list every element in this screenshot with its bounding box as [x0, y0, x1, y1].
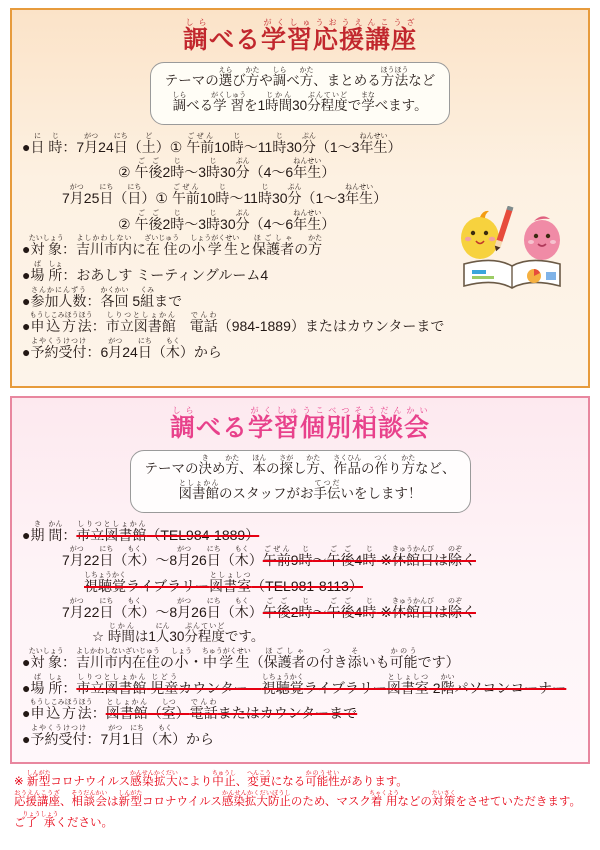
section2-lead-line1: テーマの決きめ方かた、本ほんの探さがし方かた、作品さくひんの作つくり方かたなど、	[144, 455, 456, 476]
section1-row-reservation: ●予約受付よやくうけつけ：6月がつ24日にち（木もく）から	[22, 337, 222, 360]
section2-row-period-2: 視聴覚しちょうかくライブラリー図書室としょしつ（TEL981-8113）	[84, 571, 363, 594]
section2-row-place: ●場ば 所しょ：市立図書館しりつとしょかん 児童じどうカウンター 視聴覚しちょうかくライブラリー図書室としょしつ 2階かいパソコンコーナー	[22, 673, 567, 696]
section2-lead-line2: 図書館としょかんのスタッフがお手伝てつだいをします！	[178, 480, 422, 502]
section1-row-datetime: ●日に 時じ：7月がつ24日にち（土ど）① 午前ごぜん10時じ～11時じ30分ぷん（1～3年生ねんせい）	[22, 132, 402, 155]
footer-note-line3: ご了承りょうしょうください。	[14, 811, 114, 829]
footer-note-line2: 応援講座おうえんこうざ、相談会そうだんかいは新型しんがたコロナウイルス感染拡大防止かんせんかくだいぼうしのため、マスク着用ちゃくようなどの対策たいさくをさせていただきます。	[14, 791, 582, 809]
section-individual-consult	[10, 396, 590, 764]
section2-lead	[130, 450, 471, 513]
section1-title: 調しらべる学習応援講座がくしゅうおうえんこうざ	[182, 18, 418, 54]
section2-row-apply: ●申込方法もうしこみほうほう：図書館としょかん（室しつ）電話でんわまたはカウンターまで	[22, 699, 358, 722]
section1-row-place: ●場ば 所しょ：おあしす ミーティングルーム4	[22, 260, 269, 283]
section1-row-datetime-3: 7月がつ25日にち（日にち）① 午前ごぜん10時じ～11時じ30分ぷん（1～3年生ねんせい）	[62, 183, 388, 206]
section1-row-datetime-2: ② 午後ごご2時じ～3時じ30分ぷん（4～6年生ねんせい）	[118, 158, 336, 181]
section2-title: 調しらべる学習個別相談会がくしゅうこべつそうだんかい	[169, 406, 431, 442]
section1-row-capacity: ●参加人数さんかにんずう：各回かくかい 5組くみまで	[22, 286, 183, 309]
section-support-course	[10, 8, 590, 388]
section1-lead-line2: 調しらべる学習がくしゅうを1時間じかん30分程度ぶんていどで学まなべます。	[172, 92, 428, 114]
section1-row-apply: ●申込方法もうしこみほうほう：市立図書館しりつとしょかん 電話でんわ（984-1889）またはカウンターまで	[22, 312, 445, 335]
section1-lead-line1: テーマの選えらび方かたや調しらべ方かた、まとめる方法ほうほうなど	[164, 67, 436, 88]
section2-row-reservation: ●予約受付よやくうけつけ：7月がつ1日にち（木もく）から	[22, 725, 215, 748]
children-reading-illustration	[446, 206, 576, 292]
section2-row-period-1: 7月がつ22日にち（木もく）～8月がつ26日にち（木もく）午前ごぜん9時じ～午後ごご4時じ ※休館日きゅうかんびは除のぞく	[62, 546, 476, 569]
section2-row-period-3: 7月がつ22日にち（木もく）～8月がつ26日にち（木もく）午後ごご2時じ～午後ごご4時じ ※休館日きゅうかんびは除のぞく	[62, 597, 476, 620]
section2-row-target: ●対象たいしょう：吉川市内在住よしかわしないざいじゅうの小しょう・中学生ちゅうがくせい（保護者ほごしゃの付つき添そいも可能かのうです）	[22, 648, 460, 671]
section2-row-note-duration: ☆ 時間じかんは1人にん30分程度ぷんていどです。	[92, 623, 265, 645]
footer-note-line1: ※ 新型しんがたコロナウイルス感染拡大かんせんかくだいにより中止ちゅうし、変更へんこうになる可能性かのうせいがあります。	[14, 771, 408, 788]
section1-row-target: ●対象たいしょう：吉川市内よしかわしないに在住ざいじゅうの小学生しょうがくせいと保護者ほごしゃの方かた	[22, 235, 323, 258]
section1-row-datetime-4: ② 午後ごご2時じ～3時じ30分ぷん（4～6年生ねんせい）	[118, 209, 336, 232]
section2-row-period: ●期き 間かん：市立図書館しりつとしょかん（TEL984-1889）	[22, 520, 260, 543]
footer-note	[10, 771, 590, 832]
section1-lead	[150, 62, 451, 125]
